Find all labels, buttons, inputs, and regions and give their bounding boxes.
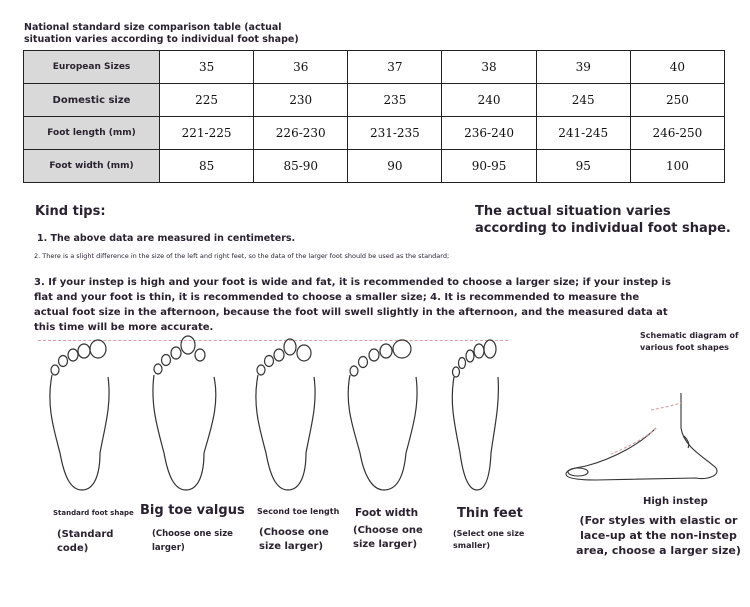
table-row [24,84,725,117]
thin-feet-label: Thin feet [457,506,523,521]
table-cell: 241-245 [536,117,630,150]
row-header: Foot width (mm) [24,150,160,183]
table-cell: 36 [254,51,348,84]
standard-foot-note: (Standard code) [57,529,114,554]
table-cell: 37 [348,51,442,84]
thin-foot-illustration [436,335,516,495]
high-instep-note: (For styles with elastic or lace-up at the non-instep area, choose a larger size) [576,514,741,557]
second-toe-label: Second toe length [257,507,340,516]
table-cell: 236-240 [442,117,536,150]
big-toe-valgus-note: (Choose one size larger) [152,529,233,553]
row-header: Domestic size [24,84,160,117]
table-cell: 226-230 [254,117,348,150]
foot-width-illustration [342,335,422,495]
row-header: European Sizes [24,51,160,84]
table-cell: 35 [160,51,254,84]
table-cell: 225 [160,84,254,117]
tip-1: 1. The above data are measured in centimeters. [37,233,296,244]
table-cell: 100 [630,150,724,183]
table-row [24,51,725,84]
table-cell: 40 [630,51,724,84]
table-cell: 39 [536,51,630,84]
second-toe-note: (Choose one size larger) [259,527,329,552]
standard-foot-label: Standard foot shape [53,509,134,517]
foot-width-note: (Choose one size larger) [353,525,423,550]
table-cell: 250 [630,84,724,117]
tips-heading: Kind tips: [35,204,106,219]
table-cell: 38 [442,51,536,84]
table-row [24,150,725,183]
schematic-label: Schematic diagram of various foot shapes [640,331,739,352]
table-cell: 85-90 [254,150,348,183]
high-instep-illustration [556,388,726,488]
table-cell: 90 [348,150,442,183]
table-cell: 245 [536,84,630,117]
table-cell: 246-250 [630,117,724,150]
big-toe-valgus-label: Big toe valgus [140,503,245,518]
standard-foot-illustration [40,335,120,495]
actual-situation-note: The actual situation varies according to individual foot shape. [475,204,731,236]
table-row [24,117,725,150]
table-cell: 235 [348,84,442,117]
table-cell: 90-95 [442,150,536,183]
table-cell: 231-235 [348,117,442,150]
table-cell: 95 [536,150,630,183]
foot-width-label: Foot width [355,507,419,519]
table-cell: 85 [160,150,254,183]
tip-2: 2. There is a slight difference in the size of the left and right feet, so the data of the larger foot should be used as the standard; [34,252,450,260]
tip-3: 3. If your instep is high and your foot is wide and fat, it is recommended to choose a larger size; if your instep is flat and your foot is thin, it is recommended to choose a smaller size; 4. It is recommended to measure the actual foot size in the afternoon, because the foot will swell slightly in the afternoon, and the measured data at this time will be more accurate. [34,277,671,333]
thin-feet-note: (Select one size smaller) [453,529,525,550]
table-title: National standard size comparison table (actual situation varies according to individual foot shape) [24,22,299,45]
size-comparison-table [23,50,725,183]
high-instep-label: High instep [643,496,708,507]
table-cell: 221-225 [160,117,254,150]
table-cell: 240 [442,84,536,117]
table-cell: 230 [254,84,348,117]
big-toe-valgus-illustration [144,335,224,495]
second-toe-illustration [246,335,326,495]
row-header: Foot length (mm) [24,117,160,150]
